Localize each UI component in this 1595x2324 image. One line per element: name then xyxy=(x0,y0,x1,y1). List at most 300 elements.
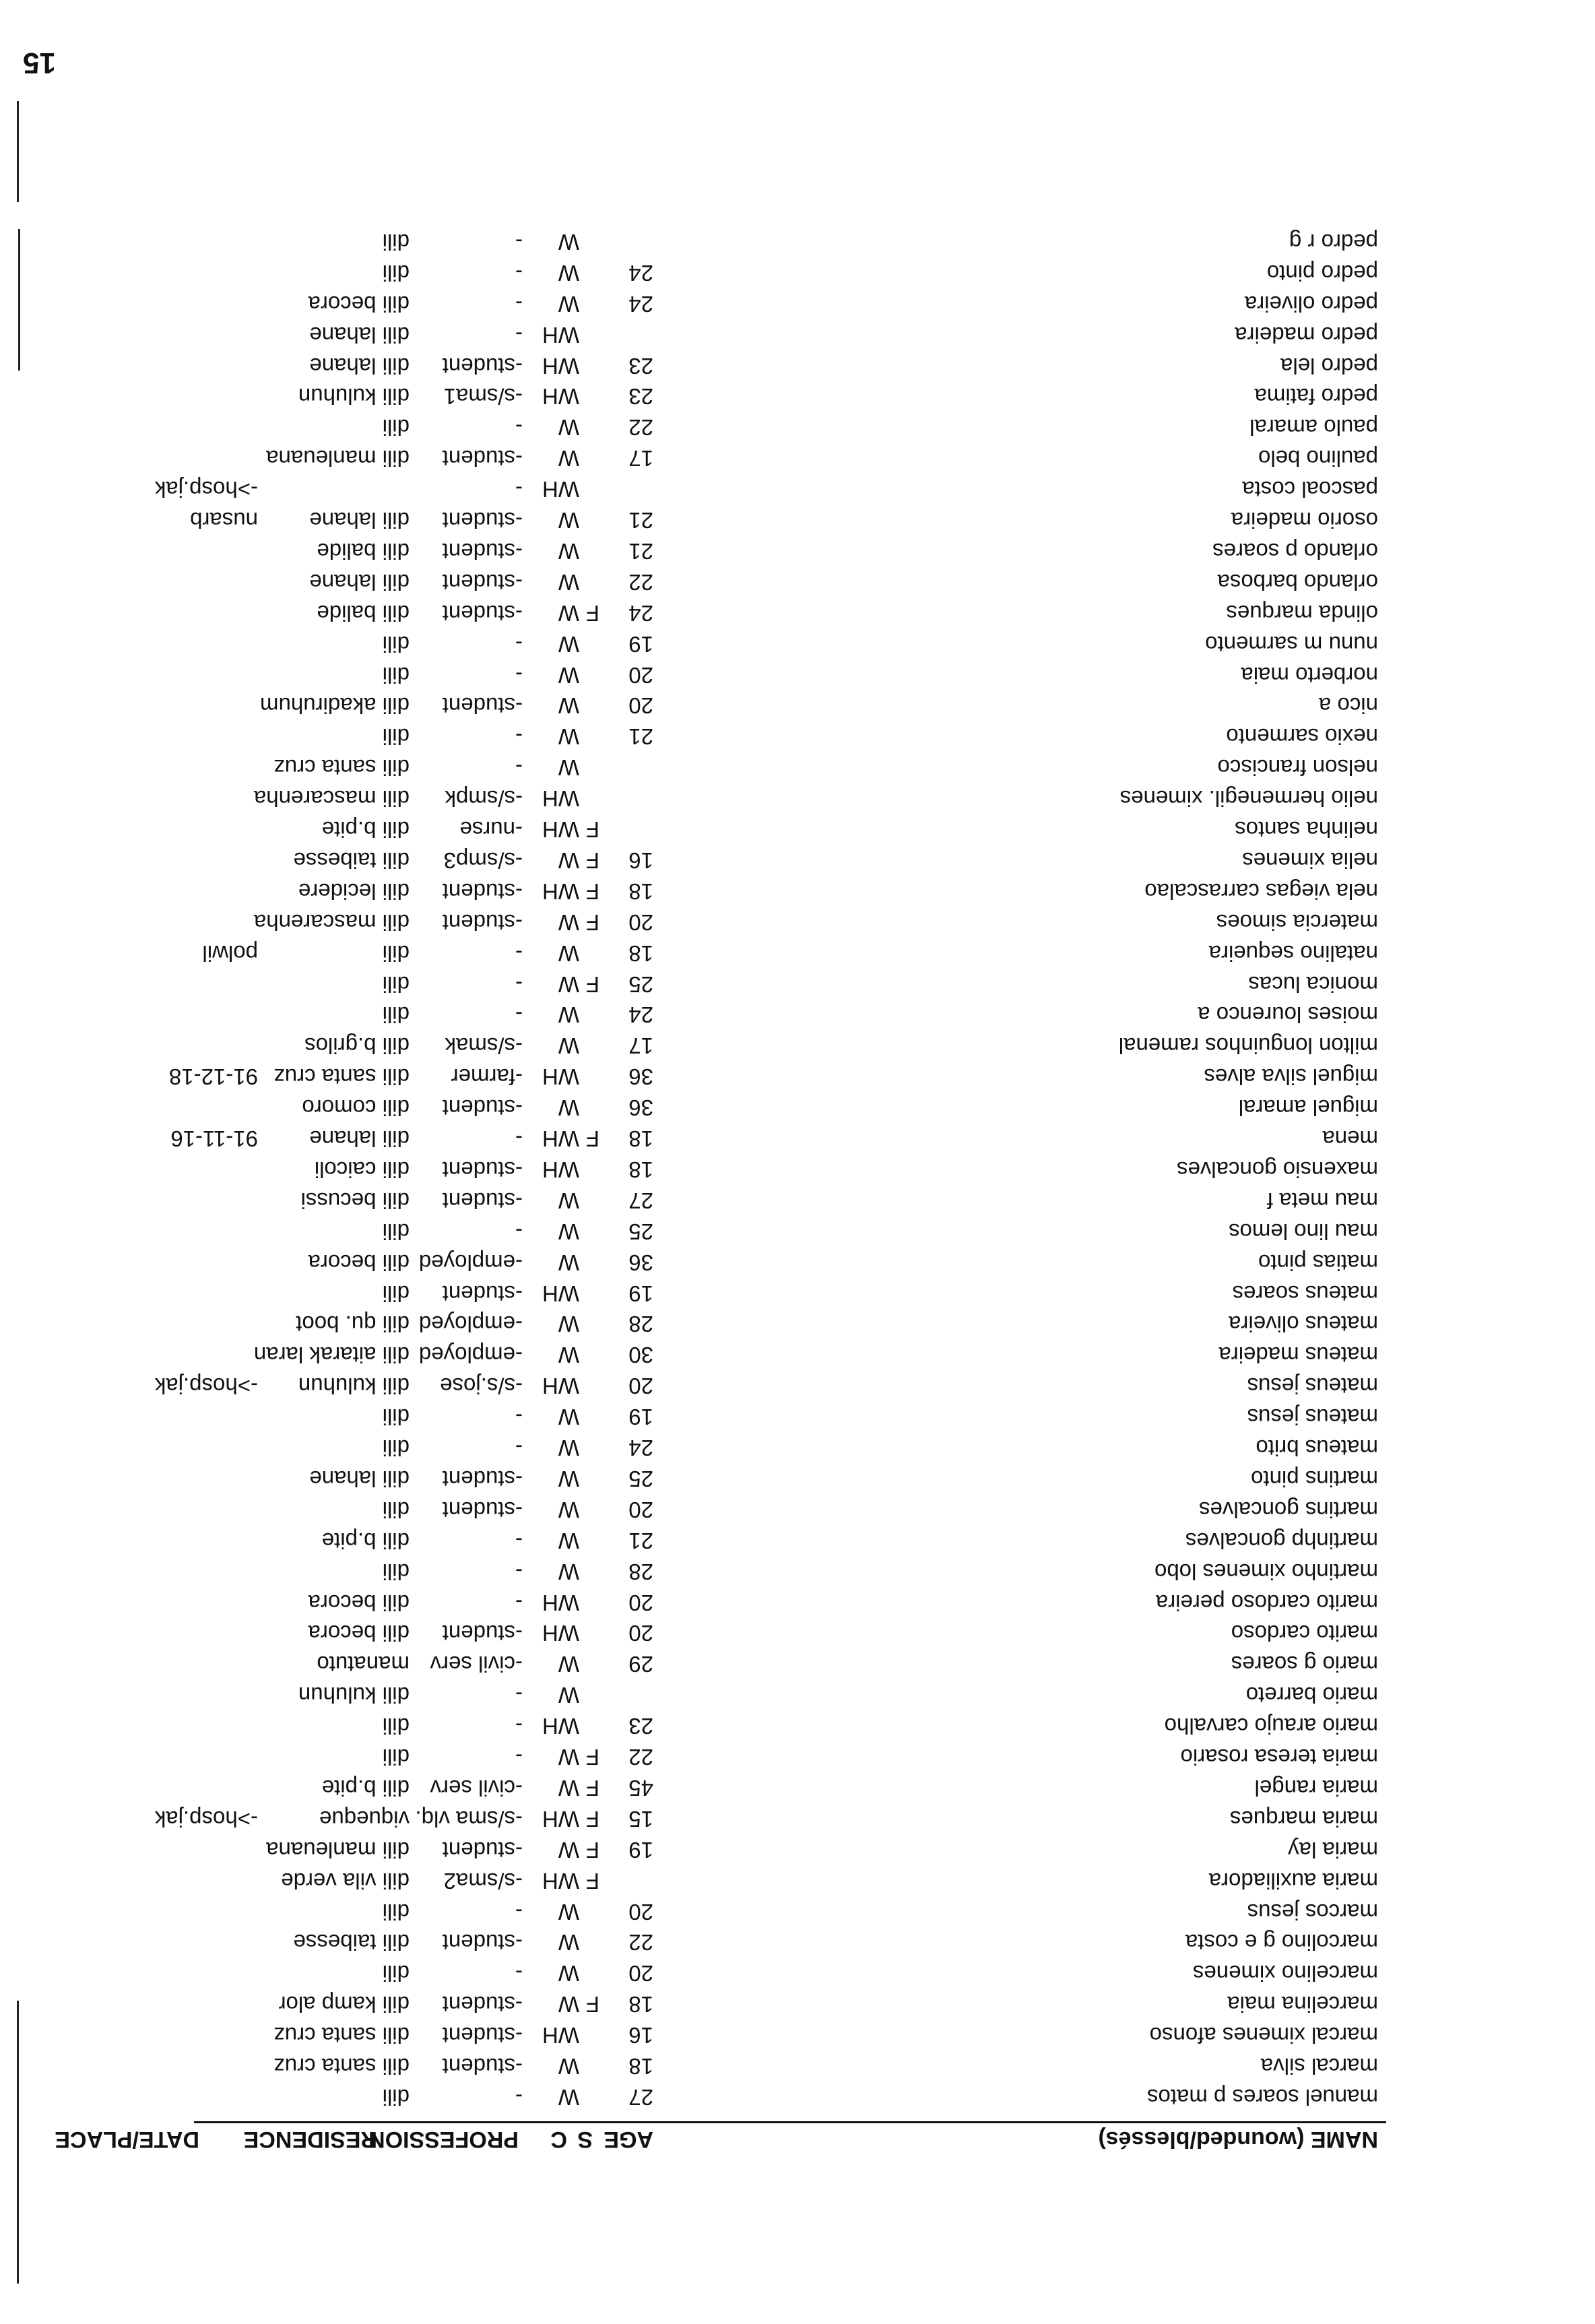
cell-name: marito cardoso pereira xyxy=(1155,1590,1378,1615)
table-row xyxy=(0,1895,1595,1925)
cell-profession: -student xyxy=(442,2054,523,2079)
cell-sex: F xyxy=(585,971,599,997)
cell-name: mateus jesus xyxy=(1247,1405,1378,1430)
cell-age: 21 xyxy=(628,539,653,564)
cell-name: maria rangel xyxy=(1254,1776,1378,1801)
cell-profession: - xyxy=(515,971,523,997)
cell-profession: -student xyxy=(442,1466,523,1491)
cell-colour: WH xyxy=(542,1281,579,1306)
header-rule xyxy=(194,2121,1386,2123)
cell-age: 20 xyxy=(628,662,653,688)
cell-residence: dili aitarak laran xyxy=(253,1343,410,1368)
table-row xyxy=(0,410,1595,440)
cell-colour: WH xyxy=(542,1714,579,1739)
cell-name: mena xyxy=(1322,1126,1378,1152)
cell-colour: WH xyxy=(542,2023,579,2048)
cell-profession: - xyxy=(515,477,523,503)
cell-profession: -student xyxy=(442,600,523,626)
cell-age: 17 xyxy=(628,1033,653,1059)
cell-profession: - xyxy=(515,1219,523,1244)
cell-residence: dili taibesse xyxy=(293,848,410,873)
cell-sex: F xyxy=(585,909,599,935)
cell-residence: dili xyxy=(382,2085,410,2110)
table-row xyxy=(0,658,1595,688)
cell-profession: -student xyxy=(442,539,523,564)
cell-profession: -farmer xyxy=(451,1064,523,1090)
cell-name: monica lucas xyxy=(1248,971,1378,997)
cell-colour: WH xyxy=(542,322,579,348)
table-row xyxy=(0,812,1595,842)
cell-age: 21 xyxy=(628,508,653,534)
cell-date-place: ->hosp.jak xyxy=(154,1374,258,1399)
cell-name: marcelino ximenes xyxy=(1192,1961,1378,1987)
cell-residence: dili xyxy=(382,1405,410,1430)
cell-name: moises lourenco a xyxy=(1198,1002,1378,1028)
cell-sex: F xyxy=(585,1745,599,1770)
cell-name: martins goncalves xyxy=(1199,1497,1378,1522)
cell-name: martinhp goncalves xyxy=(1185,1528,1378,1553)
cell-colour: WH xyxy=(542,1064,579,1090)
table-row xyxy=(0,2080,1595,2110)
table-row xyxy=(0,1029,1595,1058)
cell-profession: - xyxy=(515,724,523,750)
cell-profession: -student xyxy=(442,569,523,595)
cell-name: pedro fatima xyxy=(1254,384,1378,410)
cell-name: nico a xyxy=(1318,693,1378,719)
cell-colour: WH xyxy=(542,1157,579,1182)
cell-residence: dili comoro xyxy=(302,1095,410,1121)
cell-age: 23 xyxy=(628,384,653,410)
cell-colour: W xyxy=(558,724,579,750)
table-row xyxy=(0,1308,1595,1337)
table-row xyxy=(0,1926,1595,1956)
cell-age: 24 xyxy=(628,600,653,626)
cell-age: 15 xyxy=(628,1806,653,1832)
table-row xyxy=(0,1400,1595,1429)
cell-residence: dili b.pite xyxy=(321,1776,410,1801)
cell-residence: dili b.pite xyxy=(321,1528,410,1553)
cell-sex: F xyxy=(585,1776,599,1801)
cell-colour: W xyxy=(558,415,579,441)
cell-name: nelinha santos xyxy=(1235,817,1378,843)
cell-colour: WH xyxy=(542,1868,579,1894)
cell-residence: dili xyxy=(382,940,410,966)
table-row xyxy=(0,1369,1595,1398)
cell-name: maria lay xyxy=(1288,1837,1378,1863)
cell-residence: dili qu. boot xyxy=(296,1312,410,1337)
cell-age: 20 xyxy=(628,1497,653,1522)
cell-age: 27 xyxy=(628,2085,653,2110)
cell-age: 28 xyxy=(628,1312,653,1337)
cell-profession: -student xyxy=(442,1157,523,1182)
cell-residence: dili vila verde xyxy=(281,1868,410,1894)
cell-colour: W xyxy=(558,1992,579,2018)
cell-colour: W xyxy=(558,1405,579,1430)
cell-residence: dili becussi xyxy=(300,1188,410,1213)
table-row xyxy=(0,225,1595,255)
cell-colour: W xyxy=(558,2054,579,2079)
table-row xyxy=(0,1956,1595,1986)
table-row xyxy=(0,472,1595,502)
table-row xyxy=(0,1431,1595,1460)
cell-name: pedro madeira xyxy=(1235,322,1378,348)
cell-residence: dili caicoli xyxy=(314,1157,410,1182)
cell-sex: F xyxy=(585,878,599,904)
header-residence: RESIDENCE xyxy=(243,2127,377,2152)
cell-colour: WH xyxy=(542,878,579,904)
header-age: AGE xyxy=(604,2127,653,2152)
cell-name: pedro oliveira xyxy=(1244,291,1378,317)
cell-colour: W xyxy=(558,848,579,873)
cell-date-place: polwil xyxy=(202,940,258,966)
cell-profession: - xyxy=(515,1714,523,1739)
header-sex: S xyxy=(577,2127,593,2152)
cell-name: manuel soares p matos xyxy=(1146,2085,1378,2110)
cell-age: 21 xyxy=(628,1528,653,1553)
cell-colour: WH xyxy=(542,786,579,812)
cell-name: orlando p soares xyxy=(1212,539,1378,564)
cell-name: osorio madeira xyxy=(1231,508,1378,534)
table-row xyxy=(0,441,1595,471)
cell-name: marcos jesus xyxy=(1247,1899,1378,1925)
cell-profession: -s/s.jose xyxy=(440,1374,523,1399)
cell-name: mateus oliveira xyxy=(1229,1312,1378,1337)
cell-name: maria teresa rosario xyxy=(1180,1745,1378,1770)
table-row xyxy=(0,1493,1595,1522)
page-number: 15 xyxy=(23,46,56,79)
table-row xyxy=(0,905,1595,935)
cell-colour: W xyxy=(558,1188,579,1213)
table-row xyxy=(0,1740,1595,1770)
table-row xyxy=(0,565,1595,595)
cell-age: 23 xyxy=(628,353,653,379)
cell-profession: -student xyxy=(442,1095,523,1121)
cell-age: 18 xyxy=(628,878,653,904)
cell-age: 22 xyxy=(628,569,653,595)
cell-residence: dili balide xyxy=(317,600,410,626)
cell-age: 20 xyxy=(628,1374,653,1399)
cell-colour: WH xyxy=(542,1806,579,1832)
cell-age: 20 xyxy=(628,1621,653,1646)
table-row xyxy=(0,1586,1595,1615)
cell-residence: dili manleuana xyxy=(266,446,410,472)
cell-profession: - xyxy=(515,940,523,966)
cell-profession: -student xyxy=(442,1837,523,1863)
cell-colour: W xyxy=(558,693,579,719)
table-row xyxy=(0,1153,1595,1182)
cell-date-place: ->hosp.jak xyxy=(154,477,258,503)
cell-name: miguel amaral xyxy=(1238,1095,1378,1121)
cell-age: 29 xyxy=(628,1652,653,1677)
cell-sex: F xyxy=(585,1126,599,1152)
cell-colour: W xyxy=(558,909,579,935)
cell-date-place: 91-11-16 xyxy=(170,1126,258,1152)
cell-name: marcal ximenes afonso xyxy=(1149,2023,1378,2048)
table-row xyxy=(0,627,1595,657)
cell-age: 20 xyxy=(628,1961,653,1987)
cell-residence: dili santa cruz xyxy=(273,2023,410,2048)
table-row xyxy=(0,1987,1595,2017)
cell-age: 22 xyxy=(628,415,653,441)
cell-residence: dili lahane xyxy=(309,508,410,534)
table-row xyxy=(0,719,1595,749)
cell-profession: -civil serv xyxy=(430,1652,523,1677)
cell-name: maria marques xyxy=(1229,1806,1378,1832)
cell-sex: F xyxy=(585,1992,599,2018)
cell-residence: dili xyxy=(382,1435,410,1461)
cell-colour: WH xyxy=(542,384,579,410)
cell-residence: dili becora xyxy=(308,1590,410,1615)
cell-colour: W xyxy=(558,1683,579,1708)
cell-age: 18 xyxy=(628,1126,653,1152)
cell-residence: dili becora xyxy=(308,1621,410,1646)
cell-profession: - xyxy=(515,260,523,286)
cell-residence: dili lahane xyxy=(309,322,410,348)
table-row xyxy=(0,936,1595,966)
cell-name: pedro lela xyxy=(1280,353,1378,379)
cell-profession: -s/smak xyxy=(445,1033,523,1059)
cell-name: matercia simoes xyxy=(1216,909,1378,935)
cell-residence: dili xyxy=(382,1497,410,1522)
cell-date-place: nusarb xyxy=(190,508,258,534)
cell-age: 17 xyxy=(628,446,653,472)
cell-residence: viqueque xyxy=(319,1806,410,1832)
cell-colour: W xyxy=(558,1312,579,1337)
cell-name: pascoal costa xyxy=(1242,477,1378,503)
cell-sex: F xyxy=(585,817,599,843)
cell-profession: - xyxy=(515,1002,523,1028)
cell-residence: dili lahane xyxy=(309,1466,410,1491)
cell-residence: dili xyxy=(382,1002,410,1028)
cell-profession: - xyxy=(515,662,523,688)
cell-colour: W xyxy=(558,1002,579,1028)
cell-name: norberto maia xyxy=(1241,662,1378,688)
cell-residence: dili xyxy=(382,662,410,688)
table-row xyxy=(0,1802,1595,1832)
table-row xyxy=(0,1277,1595,1306)
cell-name: marcelina maia xyxy=(1227,1992,1378,2018)
cell-profession: - xyxy=(515,1435,523,1461)
cell-residence: dili xyxy=(382,724,410,750)
table-row xyxy=(0,2018,1595,2048)
cell-profession: - xyxy=(515,322,523,348)
scan-edge-line xyxy=(17,2001,19,2284)
cell-residence: dili santa cruz xyxy=(273,2054,410,2079)
cell-age: 18 xyxy=(628,940,653,966)
cell-residence: dili santa cruz xyxy=(273,1064,410,1090)
table-row xyxy=(0,1678,1595,1708)
cell-age: 21 xyxy=(628,724,653,750)
cell-colour: W xyxy=(558,1343,579,1368)
cell-colour: W xyxy=(558,230,579,255)
cell-colour: W xyxy=(558,1652,579,1677)
header-date-place: DATE/PLACE xyxy=(55,2127,199,2152)
cell-sex: F xyxy=(585,1868,599,1894)
cell-residence: dili kuluhun xyxy=(298,1374,410,1399)
cell-residence: dili mascarenha xyxy=(253,786,410,812)
header-profession: PROFESSION xyxy=(368,2127,519,2152)
cell-age: 23 xyxy=(628,1714,653,1739)
cell-colour: W xyxy=(558,1528,579,1553)
cell-profession: -student xyxy=(442,1497,523,1522)
cell-name: nexio sarmento xyxy=(1226,724,1378,750)
cell-profession: - xyxy=(515,415,523,441)
cell-colour: WH xyxy=(542,817,579,843)
cell-profession: - xyxy=(515,755,523,781)
cell-colour: W xyxy=(558,631,579,657)
cell-colour: W xyxy=(558,940,579,966)
cell-age: 19 xyxy=(628,631,653,657)
cell-name: paulino belo xyxy=(1258,446,1378,472)
cell-age: 24 xyxy=(628,260,653,286)
table-row xyxy=(0,967,1595,997)
cell-age: 24 xyxy=(628,291,653,317)
cell-colour: W xyxy=(558,1930,579,1956)
cell-residence: dili manleuana xyxy=(266,1837,410,1863)
table-row xyxy=(0,1246,1595,1275)
cell-residence: dili lahane xyxy=(309,1126,410,1152)
cell-profession: - xyxy=(515,1745,523,1770)
cell-age: 18 xyxy=(628,1992,653,2018)
table-row xyxy=(0,1864,1595,1894)
cell-profession: - xyxy=(515,230,523,255)
cell-residence: dili santa cruz xyxy=(273,755,410,781)
cell-residence: dili kuluhun xyxy=(298,1683,410,1708)
cell-colour: W xyxy=(558,539,579,564)
cell-residence: dili lahane xyxy=(309,353,410,379)
cell-age: 28 xyxy=(628,1559,653,1584)
cell-profession: -employed xyxy=(418,1250,523,1275)
cell-colour: W xyxy=(558,1899,579,1925)
cell-profession: -employed xyxy=(418,1312,523,1337)
table-row xyxy=(0,1091,1595,1120)
cell-age: 16 xyxy=(628,848,653,873)
cell-profession: - xyxy=(515,1961,523,1987)
table-row xyxy=(0,1709,1595,1739)
cell-sex: F xyxy=(585,600,599,626)
scan-edge-line xyxy=(17,101,19,202)
cell-profession: -employed xyxy=(418,1343,523,1368)
cell-colour: WH xyxy=(542,1621,579,1646)
cell-name: mateus jesus xyxy=(1247,1374,1378,1399)
table-row xyxy=(0,689,1595,719)
cell-colour: W xyxy=(558,2085,579,2110)
table-row xyxy=(0,349,1595,379)
cell-profession: -student xyxy=(442,1930,523,1956)
cell-profession: -s/smpk xyxy=(445,786,523,812)
cell-profession: -nurse xyxy=(459,817,523,843)
cell-date-place: 91-12-18 xyxy=(168,1064,258,1090)
cell-name: miguel silva alves xyxy=(1204,1064,1378,1090)
cell-name: olinda marques xyxy=(1226,600,1378,626)
cell-name: nunu m sarmento xyxy=(1205,631,1378,657)
cell-colour: WH xyxy=(542,1374,579,1399)
cell-residence: dili kuluhun xyxy=(298,384,410,410)
table-row xyxy=(0,2049,1595,2079)
cell-residence: dili xyxy=(382,1745,410,1770)
cell-profession: - xyxy=(515,1590,523,1615)
table-row xyxy=(0,998,1595,1028)
table-row xyxy=(0,1060,1595,1089)
cell-colour: W xyxy=(558,1095,579,1121)
cell-profession: -student xyxy=(442,1621,523,1646)
table-row xyxy=(0,380,1595,410)
cell-age: 18 xyxy=(628,2054,653,2079)
cell-colour: W xyxy=(558,508,579,534)
cell-residence: dili xyxy=(382,631,410,657)
cell-name: mario g soares xyxy=(1231,1652,1378,1677)
cell-age: 20 xyxy=(628,909,653,935)
cell-profession: -student xyxy=(442,1281,523,1306)
cell-colour: WH xyxy=(542,1126,579,1152)
table-row xyxy=(0,874,1595,904)
table-row xyxy=(0,596,1595,626)
cell-colour: W xyxy=(558,1837,579,1863)
cell-residence: dili balide xyxy=(317,539,410,564)
cell-colour: W xyxy=(558,755,579,781)
cell-name: pedro pinto xyxy=(1266,260,1378,286)
cell-residence: dili akadiruhum xyxy=(260,693,410,719)
cell-age: 19 xyxy=(628,1837,653,1863)
table-row xyxy=(0,1462,1595,1491)
cell-colour: W xyxy=(558,1961,579,1987)
table-row xyxy=(0,1771,1595,1801)
cell-residence: dili xyxy=(382,1219,410,1244)
scan-edge-line xyxy=(18,229,20,370)
cell-name: natalino sequeira xyxy=(1208,940,1378,966)
cell-colour: WH xyxy=(542,353,579,379)
cell-profession: -student xyxy=(442,878,523,904)
cell-name: pedro r g xyxy=(1289,230,1378,255)
cell-age: 19 xyxy=(628,1405,653,1430)
table-row xyxy=(0,287,1595,317)
table-row xyxy=(0,1215,1595,1244)
cell-colour: W xyxy=(558,1219,579,1244)
table-row xyxy=(0,1338,1595,1367)
cell-residence: dili lahane xyxy=(309,569,410,595)
cell-colour: W xyxy=(558,1497,579,1522)
cell-residence: dili taibesse xyxy=(293,1930,410,1956)
cell-name: nela viegas carrascalao xyxy=(1144,878,1378,904)
cell-profession: -civil serv xyxy=(430,1776,523,1801)
cell-residence: dili b.grilos xyxy=(304,1033,410,1059)
cell-profession: - xyxy=(515,1683,523,1708)
cell-age: 27 xyxy=(628,1188,653,1213)
cell-name: matias pinto xyxy=(1258,1250,1378,1275)
cell-name: mateus soares xyxy=(1232,1281,1378,1306)
cell-name: mateus brito xyxy=(1256,1435,1378,1461)
cell-profession: - xyxy=(515,1405,523,1430)
table-row xyxy=(0,318,1595,348)
cell-residence: dili xyxy=(382,230,410,255)
cell-name: marcal silva xyxy=(1260,2054,1378,2079)
cell-age: 22 xyxy=(628,1745,653,1770)
cell-colour: WH xyxy=(542,477,579,503)
cell-profession: - xyxy=(515,1899,523,1925)
cell-profession: -student xyxy=(442,909,523,935)
cell-age: 20 xyxy=(628,1590,653,1615)
cell-name: orlando barbosa xyxy=(1217,569,1378,595)
table-row xyxy=(0,750,1595,780)
cell-age: 19 xyxy=(628,1281,653,1306)
cell-residence: dili lecidere xyxy=(298,878,410,904)
cell-age: 36 xyxy=(628,1064,653,1090)
cell-date-place: ->hosp.jak xyxy=(154,1806,258,1832)
table-row xyxy=(0,781,1595,811)
cell-name: martins pinto xyxy=(1251,1466,1378,1491)
cell-profession: - xyxy=(515,1126,523,1152)
cell-profession: - xyxy=(515,631,523,657)
